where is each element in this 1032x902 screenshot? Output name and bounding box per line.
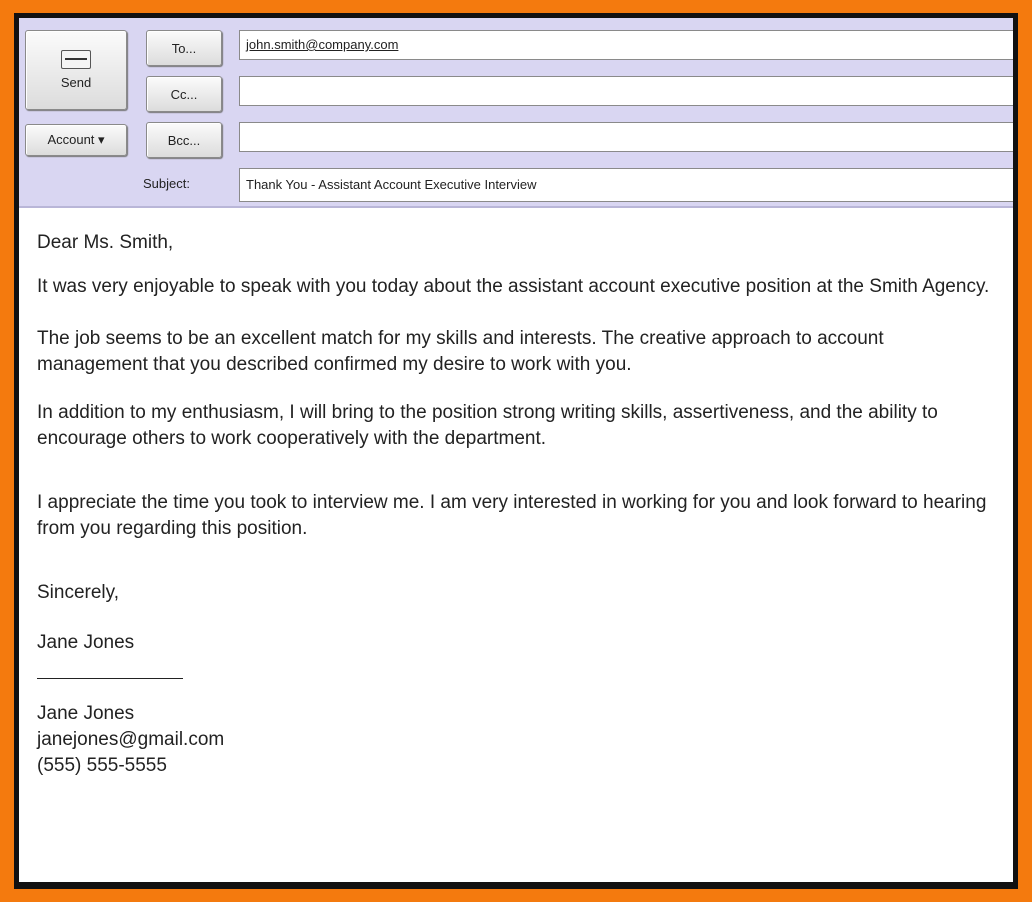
to-button[interactable] — [146, 30, 222, 66]
to-address: john.smith@company.com — [246, 37, 399, 52]
signature-name: Jane Jones — [37, 632, 135, 653]
message-body[interactable] — [37, 230, 997, 779]
send-label: Send — [60, 75, 92, 90]
paragraph-4: I appreciate the time you took to interview me. I am very interested in working for you and look forward to hearing from you regarding this position. — [37, 492, 987, 539]
account-button[interactable] — [25, 124, 127, 156]
paragraph-3: In addition to my enthusiasm, I will bring to the position strong writing skills, assertiveness, and the ability to encourage others to work cooperatively with the department. — [37, 402, 938, 449]
cc-field[interactable] — [239, 76, 1013, 106]
sender-name: Jane Jones — [37, 703, 135, 724]
send-button[interactable] — [25, 30, 127, 110]
email-compose-window — [19, 18, 1013, 882]
greeting: Dear Ms. Smith, — [37, 232, 174, 253]
envelope-icon — [61, 50, 91, 69]
account-label: Account ▾ — [47, 132, 105, 147]
subject-field[interactable] — [239, 168, 1013, 202]
cc-button[interactable] — [146, 76, 222, 112]
sender-phone: (555) 555-5555 — [37, 755, 167, 776]
to-field[interactable] — [239, 30, 1013, 60]
cc-label: Cc... — [170, 86, 198, 102]
paragraph-2: The job seems to be an excellent match for my skills and interests. The creative approach to account management that you described confirmed my desire to work with you. — [37, 328, 884, 375]
compose-header — [19, 18, 1013, 208]
sender-email: janejones@gmail.com — [37, 729, 225, 750]
signature-line — [37, 678, 183, 679]
subject-text: Thank You - Assistant Account Executive Interview — [246, 177, 537, 192]
bcc-button[interactable] — [146, 122, 222, 158]
bcc-label: Bcc... — [167, 132, 201, 148]
to-label: To... — [171, 40, 197, 56]
subject-label: Subject: — [143, 176, 190, 191]
bcc-field[interactable] — [239, 122, 1013, 152]
paragraph-1: It was very enjoyable to speak with you today about the assistant account executive position at the Smith Agency. — [37, 276, 990, 297]
closing: Sincerely, — [37, 582, 120, 603]
